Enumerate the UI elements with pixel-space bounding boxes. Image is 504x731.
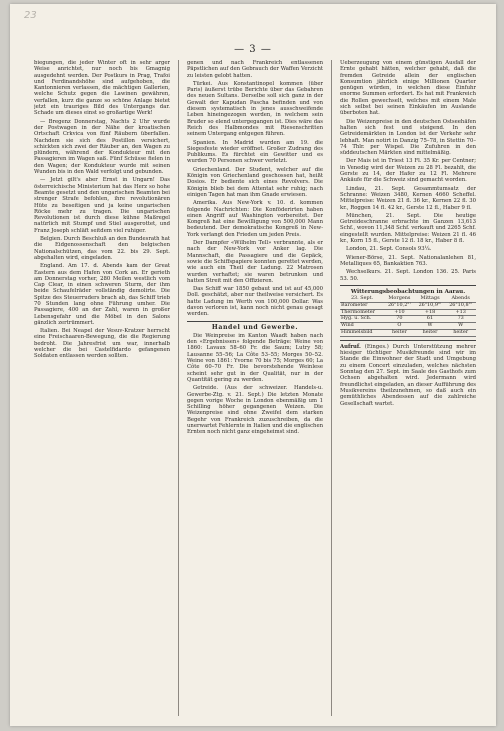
weather-cell: 26"10,2"' <box>384 302 415 309</box>
column-divider <box>178 60 179 716</box>
section-heading-trade: Handel und Gewerbe. <box>211 323 299 331</box>
weather-cell: +18 <box>415 309 446 316</box>
newspaper-page <box>10 4 496 726</box>
weather-cell: 70 <box>384 316 415 323</box>
article-paragraph: Der Dampfer «Wilhelm Tell» verbrannte, als er nach der New-York vor Anker lag. Die Mannschaft, die Passagiere und die Gepäck, sowie die Schiffspapiere konnten gerettet werden, wie auch ein Theil der Ladung. 22 Matrosen wurden verhaftet; sie waren betrunken und hatten Streit mit den Offizieren. <box>187 240 323 284</box>
article-paragraph: genen und nach Frankreich entlassenen Päpstlichen auf den Gebrauch der Waffen Verzicht zu leisten gelobt hatten. <box>187 60 323 79</box>
article-paragraph: Lindau, 21. Sept. Gesammtumsatz der Schranne: Weizen 3480, Kernen 4660 Scheffel. Mittelpreise: Weizen 21 fl. 36 kr., Kernen 22 fl. 30 kr., Roggen 14 fl. 42 kr., Gerste 12 fl., Haber 9 fl. <box>340 185 476 211</box>
weather-cell: W <box>445 323 476 330</box>
weather-cell: 61 <box>415 316 446 323</box>
article-paragraph: Griechenland. Der Student, welcher auf die Königin von Griechenland geschossen hat, heißt Dosios. Er bediente sich eines Revolvers. Die Königin blieb bei dem Attentat sehr ruhig; nach einigen Tagen hat man ihm Gnade erwiesen. <box>187 166 323 198</box>
article-paragraph: Ueberzeugung von einem günstigen Ausfall der Ernte gehabt hätten, welcher gehabt, daß die fremden Getreide allein der englischen Konsumtion jährlich einige Millionen Quarter genügen würden, in welchen diese Einfuhr enorme Summen erfordert. Es hat mit Frankreich die Rollen gewechselt, welches mit einem Male sich selbst bei seinen Einkäufen im Auslande überboten hat. <box>340 60 476 117</box>
section-rule <box>187 321 323 322</box>
notice-text: (Einges.) Durch Unterstützung mehrer hiesiger tüchtiger Musikfreunde sind wir im Stande die Einwohner der Stadt und Umgebung zu einem Concert einzuladen, welches nächsten Sonntag den 27. Sept. im Saale des Gasthofs zum Ochsen abgehalten wird. Jedermann wird freundlichst eingeladen, an dieser Aufführung des Musikvereins theilzunehmen, so daß auch ein gemüthliches Abendessen auf die zahlreiche Gesellschaft wartet. <box>340 343 476 407</box>
article-paragraph: Spanien. In Madrid wurden am 19. die Siegesfeste wieder eröffnet. Großer Zudrang des Publikums. Es fürchtet ein Gewitter und es wurden 70 Personen schwer verletzt. <box>187 139 323 165</box>
weather-cell: +13 <box>445 309 476 316</box>
weather-row-label: Himmelsbild <box>340 330 384 337</box>
pencil-corner-mark: 23 <box>24 10 37 21</box>
weather-cell: heiter <box>415 330 446 337</box>
article-paragraph: London, 21. Sept. Consols 93¼. <box>346 246 432 253</box>
weather-cell: 26"10,8"' <box>445 302 476 309</box>
article-paragraph: England. Am 17. d. Abends kam der Great Eastern aus dem Hafen von Cork an. Er gerieth am Donnerstag vorher, 280 Meilen westlich vom Cap Clear, in einen schweren Sturm, der ihm beide Schaufelräder vollständig demolirte. Die Spitze des Steuerruders brach ab, das Schiff trieb 70 Stunden lang ohne Führung umher. Die Passagiere, 400 an der Zahl, waren in großer Lebensgefahr und die Möbel in den Salons gänzlich zertrümmert. <box>34 263 170 326</box>
article-paragraph: — Bregenz Donnerstag, Nachts 2 Uhr wurde der Postwagen in der Nähe der kroatischen Ortschaft Crkvica von fünf Räubern überfallen. Nachdem sie sich des Postillon versichert, schickten sich zwei der Räuber an, den Wagen zu plündern, während der Kondukteur mit den Passagieren im Wagen saß. Fünf Schüsse fielen in den Wagen; der Kondukteur wurde mit seinen Wunden bis in den Wald verfolgt und gebunden. <box>34 118 170 176</box>
weather-cell: W <box>415 323 446 330</box>
weather-row <box>340 330 476 337</box>
weather-col-header: Morgens <box>384 296 415 302</box>
weather-table <box>340 296 476 337</box>
weather-col-header: Mittags <box>415 296 446 302</box>
weather-heading: Witterungsbeobachtungen in Aarau. <box>350 288 466 295</box>
weather-col-header: Abends <box>445 296 476 302</box>
notice-heading: Aufruf. <box>340 343 361 350</box>
weather-cell: heiter <box>445 330 476 337</box>
weather-row <box>340 316 476 323</box>
column-2 <box>187 60 323 716</box>
text-columns <box>34 60 476 716</box>
article-paragraph: Wechselkurs. 21. Sept. London 136. 25. Paris 53. 50. <box>340 269 476 282</box>
weather-cell: 26"10,9"' <box>415 302 446 309</box>
article-paragraph: Amerika. Aus New-York v. 10. d. kommen folgende Nachrichten: Die Konföderirten haben einen Angriff auf Washington vorbereitet. Der Kongreß hat eine Bewilligung von 500,000 Mann bedeutend. Der demokratische Kongreß in New-York verlangt den Frieden um jeden Preis. <box>187 200 323 238</box>
article-paragraph: — Jetzt gilt's aber Ernst in Ungarn! Das österreichische Ministerium hat das Herz so hohe Beamte gesetzt und den ungarischen Beamten bei strenger Strafe befohlen, ihre revolutionären Hüte zu beseitigen und ja keine ungarischen Röcke mehr zu tragen. Die ungarischen Revolutionen ist durch diese kühne Maßregel natürlich mit Stumpf und Stiel ausgerottet, und Franz Joseph schläft seitdem viel ruhiger. <box>34 177 170 234</box>
page-number: — 3 — <box>234 44 272 55</box>
weather-row-label: Barometer <box>340 302 384 309</box>
article-paragraph: Die Weinpreise im Kanton Waadt haben nach den «Ergebnissen» folgende Beträge: Weine von 1860: Lavaux 58–60 Fr. die Saum; Lutry 58; Lausanne 55–56; La Côte 53–55; Morges 50–52. Weine von 1861: Yvorne 70 bis 75; Morges 60; La Côte 60–70 Fr. Die bevorstehende Weinlese scheint sehr gut in der Qualität, nur in der Quantität gering zu werden. <box>187 332 323 383</box>
weather-cell: O <box>384 323 415 330</box>
article-paragraph: Die Weizenpreise in den deutschen Ostseehäfen halten sich fest und steigend. In den Getreidemärkten in London ist der Verkehr sehr lebhaft. Man notirt in Danzig 75–78, in Stettin 70–74 Thlr. per Wispel. Die Zufuhren in den süddeutschen Märkten sind mittelmäßig. <box>340 118 476 157</box>
column-divider <box>331 60 332 716</box>
weather-cell: heiter <box>384 330 415 337</box>
column-3 <box>340 60 476 716</box>
article-paragraph: biegungen, die jeder Winter oft in sehr arger Weise anrichtet, nur noch bis Gmagnig ausgedehnt werden. Der Postkurs in Prag, Trafoi und Ferdinandshöhe sind aufgehoben, die Kantonnieren verlassen, die mächtigen Gallerien, welche Schutz gegen die Lawinen gewähren, verfallen, kurz die ganze so schöne Anlage bietet jetzt ein trauriges Bild des Untergangs dar. Schade um dieses einst so großartige Werk! <box>34 60 170 117</box>
article-paragraph: Der Mais ist in Triest 13 Fl. 35 Kr. per Centner; in Venedig wird der Weizen zu 28 Fl. bezahlt, die Gerste zu 14, der Hafer zu 12 Fl. Mehrere Ankäufe für die Schweiz sind gemacht worden. <box>340 158 476 184</box>
weather-col-header: 23. Sept. <box>340 296 384 302</box>
section-rule <box>340 340 476 341</box>
weather-cell: +10 <box>384 309 415 316</box>
notice-paragraph <box>340 344 476 407</box>
article-paragraph: Türkei. Aus Konstantinopel kommen (über Paris) äußerst trübe Berichte über das Gebahren des neuen Sultans. Derselbe soll sich ganz in der Gewalt der Kapudan Pascha befinden und von diesem systematisch in jenes ausschweifende Leben hineingezogen werden, in welchem sein Bruder so elend untergegangen ist. Dies wäre das Reich des Halbmondes mit Riesenschritten seinem Untergang entgegen führen. <box>187 80 323 138</box>
article-paragraph: Belgien. Durch Beschluß an den Bundesrath hat die Eidgenossenschaft den belgischen Nationalschützen, das vom 22. bis 29. Sept. abgehalten wird, eingeladen. <box>34 236 170 261</box>
section-rule <box>340 285 476 286</box>
article-paragraph: München, 21. Sept. Die heutige Getreideschranne erbrachte im Ganzen 13,613 Schf., wovon 11,348 Schf. verkauft und 2265 Schf. eingestellt wurden. Mittelpreise: Weizen 21 fl. 46 kr., Korn 15 fl., Gerste 12 fl. 18 kr., Haber 8 fl. <box>340 212 476 245</box>
column-1 <box>34 60 170 716</box>
weather-row-label: Wind <box>340 323 384 330</box>
article-paragraph: Wiener-Börse, 21. Sept. Nationalanlehen 81, Metalliques 65, Bankaktien 763. <box>340 254 476 267</box>
article-paragraph: Italien. Bei Neapel der Vesuv-Kratzer herrscht eine Freischaaren-Bewegung, die die Regierung bedroht. Die Jahresfrist um war, innerhalb welcher die bei Castelfidardo gefangenen Soldaten entlassen werden sollten. <box>34 328 170 360</box>
weather-row-label: Hyg. u. Sch. <box>340 316 384 323</box>
weather-row-label: Thermometer <box>340 309 384 316</box>
article-paragraph: Getreide. (Aus der schweizer. Handels-u. Gewerbe-Ztg. v. 21. Sept.) Die letzten Monate gegen vorige Woche in London ebenmäßig um 1 Schilling höher gegangenen Weizen. Die Weizenpreise sind ohne Zweifel dem starken Begehr von Frankreich zuzuschreiben, da die unerwartet Fehlernte in Italien und die englischen Ernten noch nicht ganz eingeheimst sind. <box>187 385 323 436</box>
article-paragraph: Das Schiff war 1850 gebaut und ist auf 45,000 Doll. geschätzt, aber nur theilweise versichert. Es hatte Ladung im Werth von 100,000 Dollar. Was davon verloren ist, kann noch nicht genau gesagt werden. <box>187 286 323 318</box>
weather-cell: 73 <box>445 316 476 323</box>
